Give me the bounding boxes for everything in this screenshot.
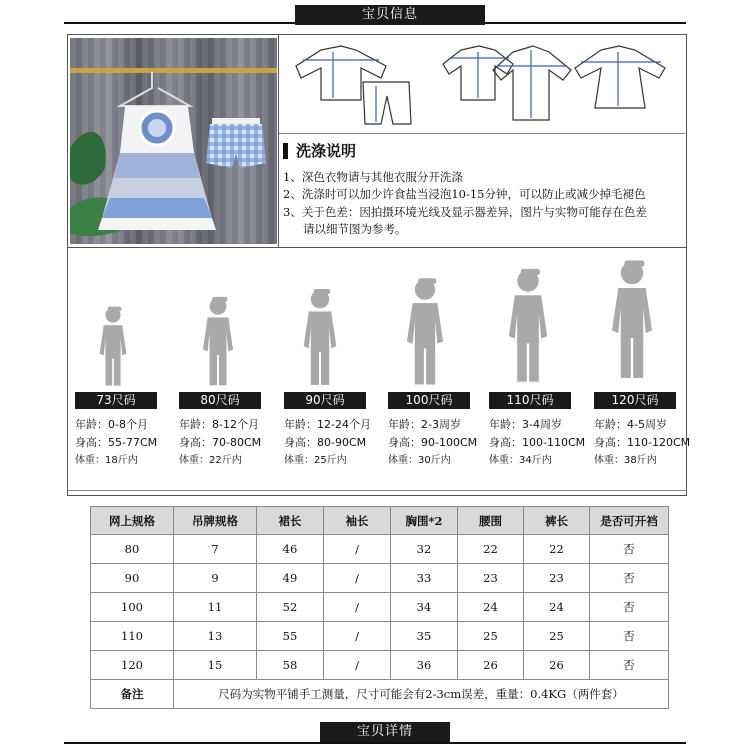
- table-cell: 否: [590, 651, 669, 680]
- age-text: 年龄：2-3周岁: [388, 418, 461, 431]
- age-text: 年龄：3-4周岁: [489, 418, 562, 431]
- table-cell: /: [324, 622, 391, 651]
- column-header: 裤长: [524, 507, 590, 535]
- wash-line-2: 2、洗涤时可以加少许食盐当浸泡10-15分钟，可以防止或减少掉毛褪色: [283, 187, 646, 201]
- size-info-110: [489, 416, 585, 470]
- height-text: 身高：70-80CM: [179, 436, 262, 449]
- note-text: 尺码为实物平铺手工测量，尺寸可能会有2-3cm误差，重量：0.4KG（两件套）: [174, 680, 669, 709]
- table-cell: 11: [174, 593, 257, 622]
- table-cell: 46: [257, 535, 324, 564]
- table-note-row: [91, 680, 669, 709]
- table-cell: /: [324, 564, 391, 593]
- note-label: 备注: [91, 680, 174, 709]
- measurement-diagrams: [281, 38, 683, 132]
- size-label-80: 80尺码: [179, 392, 261, 409]
- table-cell: /: [324, 651, 391, 680]
- table-cell: 49: [257, 564, 324, 593]
- weight-text: 体重：22斤内: [179, 455, 242, 466]
- table-cell: 55: [257, 622, 324, 651]
- table-cell: 32: [391, 535, 458, 564]
- table-cell: 33: [391, 564, 458, 593]
- table-cell: 34: [391, 593, 458, 622]
- divider-h: [68, 247, 686, 248]
- weight-text: 体重：25斤内: [284, 455, 347, 466]
- table-cell: 否: [590, 564, 669, 593]
- size-label-120: 120尺码: [594, 392, 676, 409]
- table-cell: 26: [524, 651, 590, 680]
- divider-h2: [68, 490, 686, 491]
- table-cell: 100: [91, 593, 174, 622]
- table-cell: 7: [174, 535, 257, 564]
- table-cell: 25: [524, 622, 590, 651]
- divider-diagram: [279, 133, 685, 134]
- table-cell: 9: [174, 564, 257, 593]
- column-header: 腰围: [458, 507, 524, 535]
- column-header: 胸围*2: [391, 507, 458, 535]
- child-silhouette-icon: [402, 276, 448, 389]
- table-cell: /: [324, 535, 391, 564]
- table-cell: 否: [590, 622, 669, 651]
- size-info-80: [179, 416, 261, 470]
- size-info-120: [594, 416, 690, 470]
- table-row: [91, 651, 669, 680]
- table-cell: 90: [91, 564, 174, 593]
- height-text: 身高：90-100CM: [388, 436, 478, 449]
- table-row: [91, 622, 669, 651]
- header-title: 宝贝信息: [295, 5, 485, 25]
- column-header: 吊牌规格: [174, 507, 257, 535]
- wash-line-4: 请以细节图为参考。: [303, 222, 407, 236]
- product-photo: [70, 38, 277, 244]
- age-text: 年龄：8-12个月: [179, 418, 259, 431]
- table-row: [91, 535, 669, 564]
- size-label-90: 90尺码: [284, 392, 366, 409]
- table-cell: 23: [524, 564, 590, 593]
- column-header: 袖长: [324, 507, 391, 535]
- table-cell: 24: [458, 593, 524, 622]
- table-cell: 120: [91, 651, 174, 680]
- table-row: [91, 593, 669, 622]
- title-marker: [283, 143, 288, 159]
- height-text: 身高：100-110CM: [489, 436, 586, 449]
- child-silhouette-icon: [504, 264, 552, 389]
- column-header: 网上规格: [91, 507, 174, 535]
- table-cell: 52: [257, 593, 324, 622]
- footer-rule: [64, 742, 686, 744]
- weight-text: 体重：38斤内: [594, 455, 657, 466]
- child-silhouette-icon: [607, 252, 657, 389]
- table-cell: 15: [174, 651, 257, 680]
- column-header: 裙长: [257, 507, 324, 535]
- height-text: 身高：110-120CM: [594, 436, 691, 449]
- size-label-73: 73尺码: [75, 392, 157, 409]
- weight-text: 体重：34斤内: [489, 455, 552, 466]
- child-silhouette-icon: [298, 287, 342, 389]
- size-label-100: 100尺码: [388, 392, 470, 409]
- table-cell: 22: [524, 535, 590, 564]
- wash-line-3: 3、关于色差：因拍摄环境光线及显示器差异，图片与实物可能存在色差: [283, 205, 647, 219]
- wash-line-1: 1、深色衣物请与其他衣服分开洗涤: [283, 170, 463, 184]
- weight-text: 体重：18斤内: [75, 455, 138, 466]
- table-cell: /: [324, 593, 391, 622]
- table-cell: 36: [391, 651, 458, 680]
- age-text: 年龄：4-5周岁: [594, 418, 667, 431]
- height-text: 身高：80-90CM: [284, 436, 367, 449]
- table-cell: 80: [91, 535, 174, 564]
- child-silhouette-icon: [197, 295, 239, 389]
- age-text: 年龄：12-24个月: [284, 418, 371, 431]
- age-text: 年龄：0-8个月: [75, 418, 148, 431]
- divider-v: [278, 35, 279, 247]
- height-text: 身高：55-77CM: [75, 436, 158, 449]
- size-info-73: [75, 416, 157, 470]
- table-cell: 25: [458, 622, 524, 651]
- table-cell: 26: [458, 651, 524, 680]
- size-table: [90, 506, 669, 709]
- table-cell: 否: [590, 593, 669, 622]
- table-cell: 24: [524, 593, 590, 622]
- table-header-row: [91, 507, 669, 535]
- column-header: 是否可开裆: [590, 507, 669, 535]
- size-label-110: 110尺码: [489, 392, 571, 409]
- size-info-90: [284, 416, 371, 470]
- table-cell: 110: [91, 622, 174, 651]
- wash-title: 洗涤说明: [283, 140, 356, 161]
- table-cell: 否: [590, 535, 669, 564]
- footer-title: 宝贝详情: [320, 722, 450, 742]
- table-row: [91, 564, 669, 593]
- table-cell: 22: [458, 535, 524, 564]
- size-info-100: [388, 416, 477, 470]
- table-cell: 23: [458, 564, 524, 593]
- table-cell: 35: [391, 622, 458, 651]
- weight-text: 体重：30斤内: [388, 455, 451, 466]
- table-cell: 58: [257, 651, 324, 680]
- table-cell: 13: [174, 622, 257, 651]
- child-silhouette-icon: [93, 305, 133, 389]
